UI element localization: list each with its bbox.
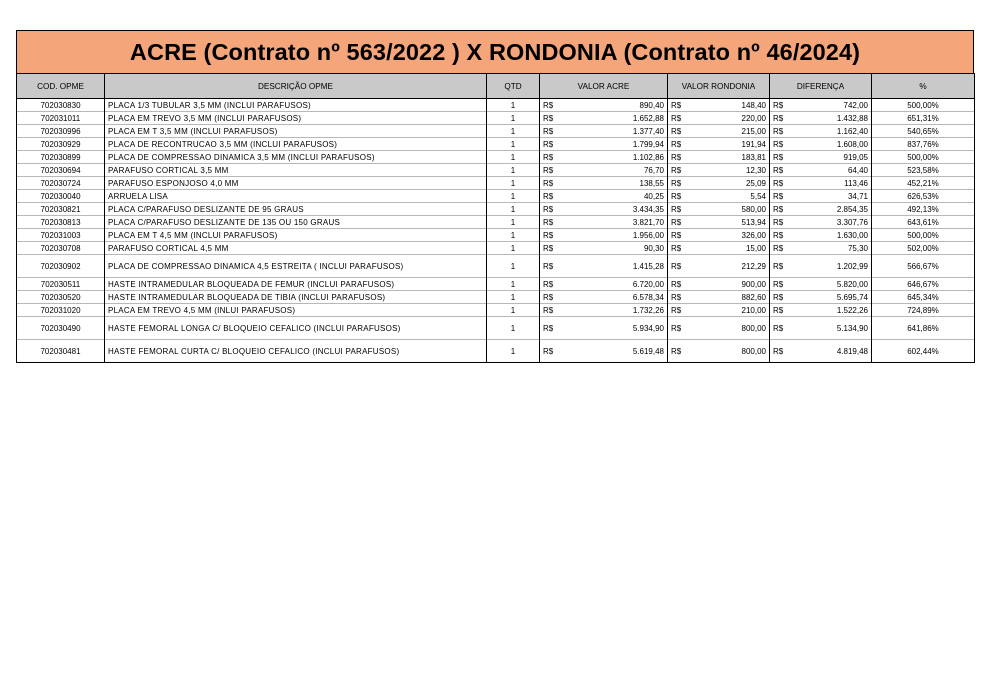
cell-cod: 702030481 bbox=[17, 340, 105, 363]
cell-desc: PARAFUSO ESPONJOSO 4,0 MM bbox=[105, 177, 487, 190]
cell-diferenca bbox=[770, 317, 872, 340]
currency-symbol: R$ bbox=[543, 126, 554, 136]
cell-diferenca-value: 1.432,88 bbox=[836, 113, 868, 123]
cell-rondonia bbox=[668, 317, 770, 340]
cell-acre-value: 3.821,70 bbox=[632, 217, 664, 227]
table-row bbox=[17, 242, 975, 255]
cell-acre bbox=[540, 112, 668, 125]
cell-pct: 837,76% bbox=[872, 138, 975, 151]
cell-acre bbox=[540, 229, 668, 242]
currency-symbol: R$ bbox=[671, 113, 682, 123]
cell-acre bbox=[540, 164, 668, 177]
cell-rondonia bbox=[668, 340, 770, 363]
cell-qtd: 1 bbox=[487, 151, 540, 164]
currency-symbol: R$ bbox=[773, 204, 784, 214]
cell-desc: PLACA C/PARAFUSO DESLIZANTE DE 95 GRAUS bbox=[105, 203, 487, 216]
cell-pct: 502,00% bbox=[872, 242, 975, 255]
cell-cod: 702030520 bbox=[17, 291, 105, 304]
cell-acre bbox=[540, 151, 668, 164]
cell-diferenca bbox=[770, 216, 872, 229]
cell-qtd: 1 bbox=[487, 216, 540, 229]
currency-symbol: R$ bbox=[671, 100, 682, 110]
cell-desc: PLACA DE COMPRESSAO DINAMICA 3,5 MM (INCLUI PARAFUSOS) bbox=[105, 151, 487, 164]
cell-cod: 702030821 bbox=[17, 203, 105, 216]
cell-rondonia bbox=[668, 138, 770, 151]
cell-diferenca-value: 113,46 bbox=[844, 178, 868, 188]
cell-acre-value: 5.619,48 bbox=[632, 346, 664, 356]
col-header-diferenca: DIFERENÇA bbox=[770, 74, 872, 99]
table-row bbox=[17, 229, 975, 242]
col-header-cod: COD. OPME bbox=[17, 74, 105, 99]
cell-rondonia bbox=[668, 229, 770, 242]
cell-cod: 702030708 bbox=[17, 242, 105, 255]
cell-cod: 702031020 bbox=[17, 304, 105, 317]
cell-rondonia-value: 12,30 bbox=[745, 165, 766, 175]
cell-pct: 523,58% bbox=[872, 164, 975, 177]
cell-rondonia-value: 800,00 bbox=[741, 323, 766, 333]
cell-acre-value: 6.578,34 bbox=[632, 292, 664, 302]
currency-symbol: R$ bbox=[671, 217, 682, 227]
cell-cod: 702030996 bbox=[17, 125, 105, 138]
cell-qtd: 1 bbox=[487, 177, 540, 190]
cell-diferenca bbox=[770, 164, 872, 177]
cell-rondonia bbox=[668, 291, 770, 304]
currency-symbol: R$ bbox=[671, 204, 682, 214]
cell-cod: 702030694 bbox=[17, 164, 105, 177]
cell-rondonia bbox=[668, 125, 770, 138]
cell-acre bbox=[540, 216, 668, 229]
cell-diferenca bbox=[770, 99, 872, 112]
cell-desc: PLACA EM TREVO 4,5 MM (INLUI PARAFUSOS) bbox=[105, 304, 487, 317]
cell-rondonia bbox=[668, 99, 770, 112]
cell-qtd: 1 bbox=[487, 304, 540, 317]
cell-pct: 645,34% bbox=[872, 291, 975, 304]
cell-acre bbox=[540, 242, 668, 255]
cell-acre-value: 1.732,26 bbox=[632, 305, 664, 315]
cell-pct: 646,67% bbox=[872, 278, 975, 291]
currency-symbol: R$ bbox=[773, 230, 784, 240]
cell-acre-value: 138,55 bbox=[639, 178, 664, 188]
currency-symbol: R$ bbox=[773, 139, 784, 149]
currency-symbol: R$ bbox=[773, 305, 784, 315]
cell-cod: 702030511 bbox=[17, 278, 105, 291]
cell-qtd: 1 bbox=[487, 125, 540, 138]
currency-symbol: R$ bbox=[543, 346, 554, 356]
cell-acre bbox=[540, 138, 668, 151]
cell-diferenca bbox=[770, 229, 872, 242]
currency-symbol: R$ bbox=[671, 279, 682, 289]
currency-symbol: R$ bbox=[671, 178, 682, 188]
currency-symbol: R$ bbox=[671, 165, 682, 175]
cell-desc: PARAFUSO CORTICAL 3,5 MM bbox=[105, 164, 487, 177]
cell-diferenca bbox=[770, 278, 872, 291]
cell-cod: 702030830 bbox=[17, 99, 105, 112]
cell-pct: 492,13% bbox=[872, 203, 975, 216]
cell-pct: 643,61% bbox=[872, 216, 975, 229]
cell-desc: PARAFUSO CORTICAL 4,5 MM bbox=[105, 242, 487, 255]
cell-rondonia-value: 513,94 bbox=[741, 217, 766, 227]
cell-qtd: 1 bbox=[487, 164, 540, 177]
cell-diferenca-value: 34,71 bbox=[847, 191, 868, 201]
cell-pct: 566,67% bbox=[872, 255, 975, 278]
cell-acre bbox=[540, 304, 668, 317]
cell-acre-value: 76,70 bbox=[643, 165, 664, 175]
currency-symbol: R$ bbox=[543, 191, 554, 201]
currency-symbol: R$ bbox=[773, 113, 784, 123]
cell-qtd: 1 bbox=[487, 99, 540, 112]
cell-diferenca-value: 1.522,26 bbox=[836, 305, 868, 315]
cell-acre bbox=[540, 190, 668, 203]
cell-rondonia-value: 210,00 bbox=[741, 305, 766, 315]
cell-rondonia bbox=[668, 112, 770, 125]
currency-symbol: R$ bbox=[543, 100, 554, 110]
comparison-sheet bbox=[16, 30, 974, 363]
cell-acre-value: 1.102,86 bbox=[632, 152, 664, 162]
cell-pct: 500,00% bbox=[872, 229, 975, 242]
table-row bbox=[17, 255, 975, 278]
cell-pct: 651,31% bbox=[872, 112, 975, 125]
currency-symbol: R$ bbox=[671, 261, 682, 271]
table-row bbox=[17, 112, 975, 125]
cell-desc: PLACA EM T 3,5 MM (INCLUI PARAFUSOS) bbox=[105, 125, 487, 138]
cell-cod: 702030929 bbox=[17, 138, 105, 151]
col-header-qtd: QTD bbox=[487, 74, 540, 99]
cell-qtd: 1 bbox=[487, 190, 540, 203]
currency-symbol: R$ bbox=[543, 113, 554, 123]
cell-rondonia-value: 220,00 bbox=[741, 113, 766, 123]
cell-qtd: 1 bbox=[487, 255, 540, 278]
cell-acre bbox=[540, 99, 668, 112]
currency-symbol: R$ bbox=[671, 292, 682, 302]
currency-symbol: R$ bbox=[543, 305, 554, 315]
cell-rondonia-value: 212,29 bbox=[741, 261, 766, 271]
currency-symbol: R$ bbox=[671, 191, 682, 201]
cell-cod: 702030902 bbox=[17, 255, 105, 278]
cell-acre bbox=[540, 125, 668, 138]
cell-desc: PLACA EM T 4,5 MM (INCLUI PARAFUSOS) bbox=[105, 229, 487, 242]
cell-acre bbox=[540, 317, 668, 340]
cell-rondonia-value: 326,00 bbox=[741, 230, 766, 240]
cell-diferenca-value: 5.820,00 bbox=[836, 279, 868, 289]
currency-symbol: R$ bbox=[543, 152, 554, 162]
cell-acre bbox=[540, 340, 668, 363]
table-row bbox=[17, 340, 975, 363]
cell-cod: 702031011 bbox=[17, 112, 105, 125]
currency-symbol: R$ bbox=[773, 152, 784, 162]
currency-symbol: R$ bbox=[671, 346, 682, 356]
currency-symbol: R$ bbox=[773, 165, 784, 175]
currency-symbol: R$ bbox=[773, 191, 784, 201]
cell-qtd: 1 bbox=[487, 203, 540, 216]
currency-symbol: R$ bbox=[773, 100, 784, 110]
cell-diferenca bbox=[770, 340, 872, 363]
cell-pct: 500,00% bbox=[872, 99, 975, 112]
cell-rondonia-value: 580,00 bbox=[741, 204, 766, 214]
cell-rondonia bbox=[668, 190, 770, 203]
currency-symbol: R$ bbox=[543, 178, 554, 188]
col-header-pct: % bbox=[872, 74, 975, 99]
cell-diferenca-value: 64,40 bbox=[847, 165, 868, 175]
currency-symbol: R$ bbox=[773, 346, 784, 356]
currency-symbol: R$ bbox=[671, 152, 682, 162]
cell-qtd: 1 bbox=[487, 138, 540, 151]
cell-cod: 702030813 bbox=[17, 216, 105, 229]
currency-symbol: R$ bbox=[543, 261, 554, 271]
cell-diferenca bbox=[770, 291, 872, 304]
cell-diferenca bbox=[770, 125, 872, 138]
cell-diferenca bbox=[770, 177, 872, 190]
col-header-rondonia: VALOR RONDONIA bbox=[668, 74, 770, 99]
cell-rondonia-value: 148,40 bbox=[741, 100, 766, 110]
table-row bbox=[17, 304, 975, 317]
table-row bbox=[17, 216, 975, 229]
cell-qtd: 1 bbox=[487, 112, 540, 125]
cell-rondonia-value: 900,00 bbox=[741, 279, 766, 289]
cell-rondonia bbox=[668, 151, 770, 164]
currency-symbol: R$ bbox=[671, 243, 682, 253]
col-header-desc: DESCRIÇÃO OPME bbox=[105, 74, 487, 99]
currency-symbol: R$ bbox=[543, 323, 554, 333]
cell-rondonia bbox=[668, 242, 770, 255]
cell-diferenca bbox=[770, 138, 872, 151]
cell-diferenca-value: 742,00 bbox=[843, 100, 868, 110]
sheet-title: ACRE (Contrato nº 563/2022 ) X RONDONIA (Contrato nº 46/2024) bbox=[16, 30, 974, 73]
cell-desc: HASTE INTRAMEDULAR BLOQUEADA DE TIBIA (INCLUI PARAFUSOS) bbox=[105, 291, 487, 304]
currency-symbol: R$ bbox=[773, 292, 784, 302]
currency-symbol: R$ bbox=[543, 292, 554, 302]
cell-diferenca-value: 1.630,00 bbox=[836, 230, 868, 240]
currency-symbol: R$ bbox=[543, 243, 554, 253]
currency-symbol: R$ bbox=[773, 323, 784, 333]
cell-pct: 602,44% bbox=[872, 340, 975, 363]
cell-desc: PLACA 1/3 TUBULAR 3,5 MM (INCLUI PARAFUSOS) bbox=[105, 99, 487, 112]
cell-acre-value: 1.652,88 bbox=[632, 113, 664, 123]
cell-acre-value: 3.434,35 bbox=[632, 204, 664, 214]
cell-qtd: 1 bbox=[487, 340, 540, 363]
cell-diferenca bbox=[770, 255, 872, 278]
table-row bbox=[17, 151, 975, 164]
cell-acre-value: 1.415,28 bbox=[632, 261, 664, 271]
currency-symbol: R$ bbox=[671, 126, 682, 136]
cell-rondonia bbox=[668, 304, 770, 317]
cell-acre bbox=[540, 291, 668, 304]
cell-rondonia bbox=[668, 203, 770, 216]
cell-diferenca bbox=[770, 203, 872, 216]
cell-desc: HASTE INTRAMEDULAR BLOQUEADA DE FEMUR (INCLUI PARAFUSOS) bbox=[105, 278, 487, 291]
currency-symbol: R$ bbox=[543, 204, 554, 214]
cell-rondonia-value: 25,09 bbox=[745, 178, 766, 188]
cell-qtd: 1 bbox=[487, 317, 540, 340]
currency-symbol: R$ bbox=[543, 139, 554, 149]
cell-pct: 500,00% bbox=[872, 151, 975, 164]
cell-diferenca-value: 3.307,76 bbox=[836, 217, 868, 227]
cell-diferenca-value: 2.854,35 bbox=[836, 204, 868, 214]
cell-cod: 702030724 bbox=[17, 177, 105, 190]
cell-cod: 702031003 bbox=[17, 229, 105, 242]
cell-rondonia-value: 215,00 bbox=[741, 126, 766, 136]
table-row bbox=[17, 203, 975, 216]
header-row bbox=[17, 74, 975, 99]
table-row bbox=[17, 190, 975, 203]
currency-symbol: R$ bbox=[773, 126, 784, 136]
table-row bbox=[17, 317, 975, 340]
cell-pct: 626,53% bbox=[872, 190, 975, 203]
currency-symbol: R$ bbox=[773, 217, 784, 227]
cell-desc: HASTE FEMORAL CURTA C/ BLOQUEIO CEFALICO (INCLUI PARAFUSOS) bbox=[105, 340, 487, 363]
cell-rondonia bbox=[668, 177, 770, 190]
cell-diferenca-value: 919,05 bbox=[843, 152, 868, 162]
currency-symbol: R$ bbox=[671, 323, 682, 333]
cell-rondonia bbox=[668, 164, 770, 177]
table-row bbox=[17, 291, 975, 304]
cell-qtd: 1 bbox=[487, 278, 540, 291]
cell-qtd: 1 bbox=[487, 242, 540, 255]
cell-desc: HASTE FEMORAL LONGA C/ BLOQUEIO CEFALICO (INCLUI PARAFUSOS) bbox=[105, 317, 487, 340]
cell-cod: 702030899 bbox=[17, 151, 105, 164]
currency-symbol: R$ bbox=[773, 178, 784, 188]
cell-diferenca-value: 1.162,40 bbox=[836, 126, 868, 136]
cell-pct: 452,21% bbox=[872, 177, 975, 190]
cell-rondonia bbox=[668, 255, 770, 278]
cell-cod: 702030040 bbox=[17, 190, 105, 203]
cell-acre-value: 40,25 bbox=[643, 191, 664, 201]
cell-acre-value: 6.720,00 bbox=[632, 279, 664, 289]
table-row bbox=[17, 138, 975, 151]
cell-rondonia-value: 183,81 bbox=[741, 152, 766, 162]
col-header-acre: VALOR ACRE bbox=[540, 74, 668, 99]
cell-diferenca bbox=[770, 112, 872, 125]
table-row bbox=[17, 99, 975, 112]
cell-diferenca-value: 4.819,48 bbox=[836, 346, 868, 356]
currency-symbol: R$ bbox=[773, 261, 784, 271]
cell-acre-value: 1.377,40 bbox=[632, 126, 664, 136]
cell-desc: PLACA EM TREVO 3,5 MM (INCLUI PARAFUSOS) bbox=[105, 112, 487, 125]
cell-acre-value: 90,30 bbox=[643, 243, 664, 253]
cell-rondonia-value: 882,60 bbox=[741, 292, 766, 302]
currency-symbol: R$ bbox=[543, 230, 554, 240]
cell-diferenca bbox=[770, 151, 872, 164]
cell-rondonia bbox=[668, 216, 770, 229]
table-body bbox=[17, 99, 975, 363]
cell-diferenca bbox=[770, 190, 872, 203]
cell-acre-value: 5.934,90 bbox=[632, 323, 664, 333]
cell-rondonia-value: 5,54 bbox=[750, 191, 766, 201]
cell-pct: 641,86% bbox=[872, 317, 975, 340]
cell-acre-value: 1.956,00 bbox=[632, 230, 664, 240]
cell-diferenca-value: 1.608,00 bbox=[836, 139, 868, 149]
cell-acre bbox=[540, 203, 668, 216]
cell-acre bbox=[540, 255, 668, 278]
table-row bbox=[17, 177, 975, 190]
currency-symbol: R$ bbox=[773, 279, 784, 289]
cell-desc: PLACA DE RECONTRUCAO 3,5 MM (INCLUI PARAFUSOS) bbox=[105, 138, 487, 151]
cell-diferenca-value: 5.134,90 bbox=[836, 323, 868, 333]
table-row bbox=[17, 278, 975, 291]
currency-symbol: R$ bbox=[671, 230, 682, 240]
cell-diferenca-value: 1.202,99 bbox=[836, 261, 868, 271]
table-row bbox=[17, 164, 975, 177]
cell-rondonia bbox=[668, 278, 770, 291]
cell-qtd: 1 bbox=[487, 229, 540, 242]
cell-rondonia-value: 15,00 bbox=[745, 243, 766, 253]
cell-cod: 702030490 bbox=[17, 317, 105, 340]
cell-desc: PLACA C/PARAFUSO DESLIZANTE DE 135 OU 150 GRAUS bbox=[105, 216, 487, 229]
currency-symbol: R$ bbox=[543, 165, 554, 175]
cell-rondonia-value: 800,00 bbox=[741, 346, 766, 356]
cell-acre-value: 1.799,94 bbox=[632, 139, 664, 149]
cell-desc: PLACA DE COMPRESSAO DINAMICA 4,5 ESTREITA ( INCLUI PARAFUSOS) bbox=[105, 255, 487, 278]
table-row bbox=[17, 125, 975, 138]
cell-rondonia-value: 191,94 bbox=[741, 139, 766, 149]
currency-symbol: R$ bbox=[543, 217, 554, 227]
cell-desc: ARRUELA LISA bbox=[105, 190, 487, 203]
cell-pct: 724,89% bbox=[872, 304, 975, 317]
price-table bbox=[16, 73, 975, 363]
cell-qtd: 1 bbox=[487, 291, 540, 304]
cell-diferenca bbox=[770, 304, 872, 317]
currency-symbol: R$ bbox=[543, 279, 554, 289]
cell-diferenca bbox=[770, 242, 872, 255]
currency-symbol: R$ bbox=[671, 139, 682, 149]
cell-diferenca-value: 75,30 bbox=[847, 243, 868, 253]
cell-acre-value: 890,40 bbox=[639, 100, 664, 110]
currency-symbol: R$ bbox=[671, 305, 682, 315]
cell-acre bbox=[540, 278, 668, 291]
cell-diferenca-value: 5.695,74 bbox=[836, 292, 868, 302]
cell-acre bbox=[540, 177, 668, 190]
cell-pct: 540,65% bbox=[872, 125, 975, 138]
currency-symbol: R$ bbox=[773, 243, 784, 253]
